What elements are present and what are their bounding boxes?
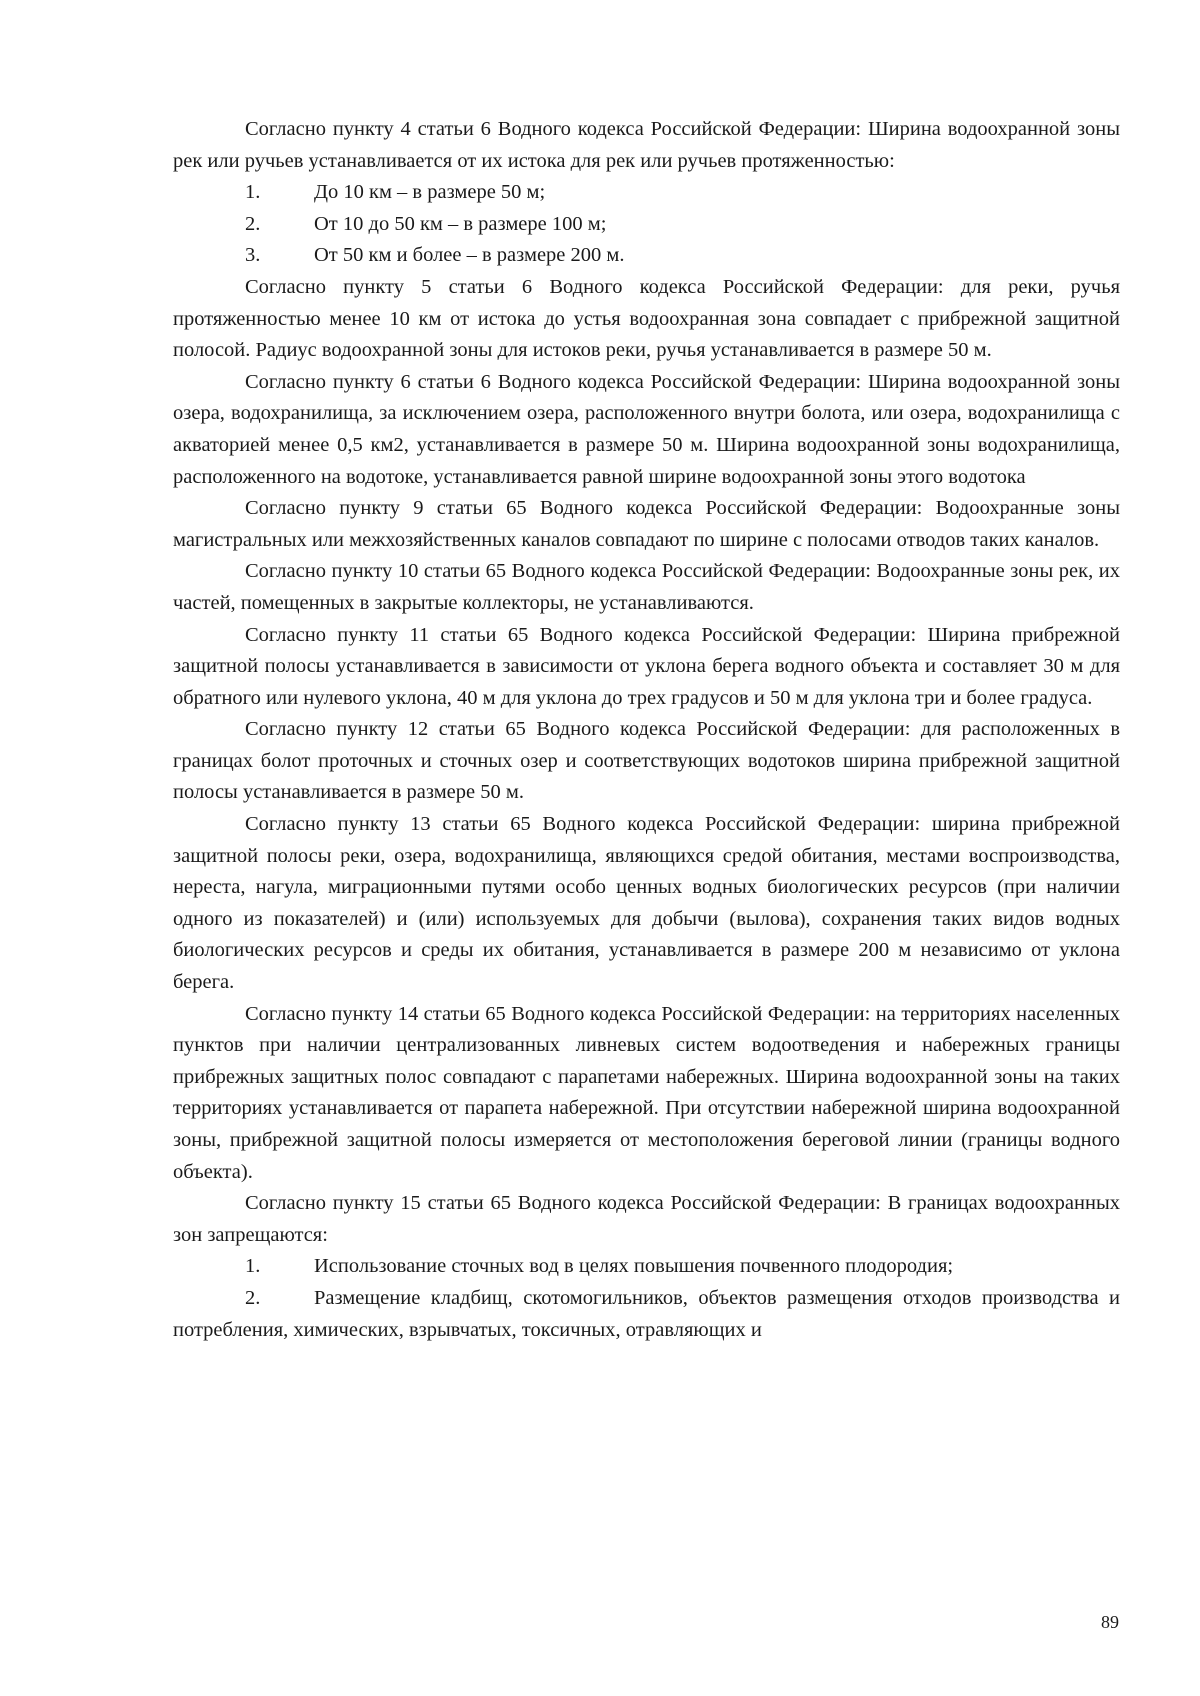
paragraph: Согласно пункту 6 статьи 6 Водного кодекса Российской Федерации: Ширина водоохранной зоны озера, водохранилища, за исключением озера, расположенного внутри болота, или озера, водохранилища с акваторией менее 0,5 км2, устанавливается в размере 50 м. Ширина водоохранной зоны водохранилища, расположенного на водотоке, устанавливается равной ширине водоохранной зоны этого водотока <box>173 370 1120 488</box>
page-number: 89 <box>1101 1612 1119 1632</box>
paragraph: Согласно пункту 14 статьи 65 Водного кодекса Российской Федерации: на территориях населенных пунктов при наличии централизованных ливневых систем водоотведения и набережных границы прибрежных защитных полос совпадают с парапетами набережных. Ширина водоохранной зоны на таких территориях устанавливается от парапета набережной. При отсутствии набережной ширина водоохранной зоны, прибрежной защитной полосы измеряется от местоположения береговой линии (границы водного объекта). <box>173 1002 1120 1183</box>
list-item-number: 1. <box>245 1255 261 1278</box>
paragraph: Согласно пункту 4 статьи 6 Водного кодекса Российской Федерации: Ширина водоохранной зоны рек или ручьев устанавливается от их истока для рек или ручьев протяженностью: <box>173 118 1120 172</box>
paragraph: Согласно пункту 12 статьи 65 Водного кодекса Российской Федерации: для расположенных в границах болот проточных и сточных озер и соответствующих водотоков ширина прибрежной защитной полосы устанавливается в размере 50 м. <box>173 718 1120 804</box>
document-body <box>173 114 1120 1346</box>
list-item-text: От 50 км и более – в размере 200 м. <box>314 244 625 267</box>
list-item <box>173 209 1120 241</box>
list-item-text: Использование сточных вод в целях повышения почвенного плодородия; <box>314 1255 954 1278</box>
list-item-number: 1. <box>245 181 261 204</box>
list-item-number: 3. <box>245 244 261 267</box>
list-item <box>173 1251 1120 1283</box>
list-item-text: Размещение кладбищ, скотомогильников, объектов размещения отходов производства и потребления, химических, взрывчатых, токсичных, отравляющих и <box>173 1286 1120 1341</box>
paragraph: Согласно пункту 13 статьи 65 Водного кодекса Российской Федерации: ширина прибрежной защитной полосы реки, озера, водохранилища, являющихся средой обитания, местами воспроизводства, нереста, нагула, миграционными путями особо ценных водных биологических ресурсов (при наличии одного из показателей) и (или) используемых для добычи (вылова), сохранения таких видов водных биологических ресурсов и среды их обитания, устанавливается в размере 200 м независимо от уклона берега. <box>173 813 1120 994</box>
list-item-number: 2. <box>245 212 261 235</box>
paragraph: Согласно пункту 9 статьи 65 Водного кодекса Российской Федерации: Водоохранные зоны магистральных или межхозяйственных каналов совпадают по ширине с полосами отводов таких каналов. <box>173 497 1120 551</box>
paragraph: Согласно пункту 11 статьи 65 Водного кодекса Российской Федерации: Ширина прибрежной защитной полосы устанавливается в зависимости от уклона берега водного объекта и составляет 30 м для обратного или нулевого уклона, 40 м для уклона до трех градусов и 50 м для уклона три и более градуса. <box>173 623 1120 709</box>
paragraph: Согласно пункту 15 статьи 65 Водного кодекса Российской Федерации: В границах водоохранных зон запрещаются: <box>173 1192 1120 1246</box>
list-item <box>173 1283 1120 1346</box>
list-item-text: До 10 км – в размере 50 м; <box>314 181 546 204</box>
paragraph: Согласно пункту 5 статьи 6 Водного кодекса Российской Федерации: для реки, ручья протяженностью менее 10 км от истока до устья водоохранная зона совпадает с прибрежной защитной полосой. Радиус водоохранной зоны для истоков реки, ручья устанавливается в размере 50 м. <box>173 275 1120 362</box>
list-item-text: От 10 до 50 км – в размере 100 м; <box>314 212 607 235</box>
list-item <box>173 177 1120 209</box>
list-item <box>173 240 1120 272</box>
list-item-number: 2. <box>245 1286 261 1309</box>
paragraph: Согласно пункту 10 статьи 65 Водного кодекса Российской Федерации: Водоохранные зоны рек, их частей, помещенных в закрытые коллекторы, не устанавливаются. <box>173 560 1120 614</box>
